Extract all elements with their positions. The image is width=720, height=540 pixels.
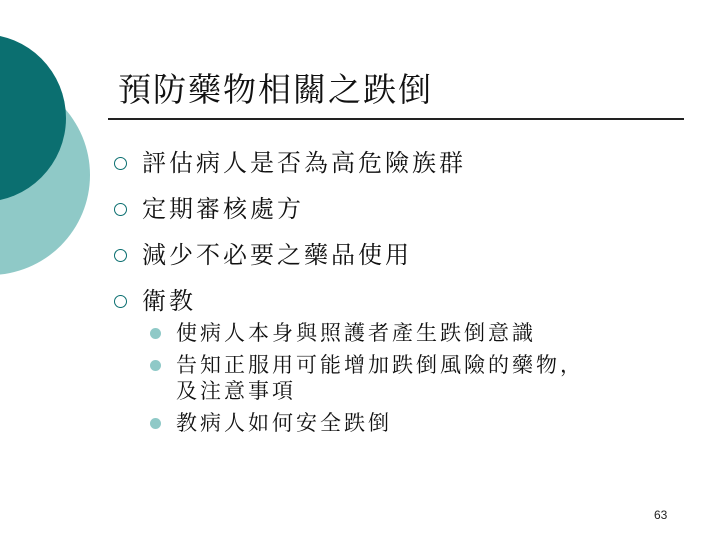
ring-bullet-icon <box>114 203 127 216</box>
dot-bullet-icon <box>150 328 161 339</box>
bullet-text: 定期審核處方 <box>142 195 304 223</box>
ring-bullet-icon <box>114 295 127 308</box>
dot-bullet-icon <box>150 418 161 429</box>
bullet-text: 減少不必要之藥品使用 <box>142 241 412 269</box>
bullet-item <box>112 149 466 177</box>
ring-bullet-icon <box>114 157 127 170</box>
sub-bullet-item <box>150 320 584 346</box>
sub-bullet-list <box>150 320 584 442</box>
decorative-circles <box>0 0 120 300</box>
bullet-item <box>112 241 466 269</box>
sub-bullet-text: 及注意事項 <box>176 379 296 403</box>
sub-bullet-text: 告知正服用可能增加跌倒風險的藥物， <box>176 353 584 377</box>
ring-bullet-icon <box>114 249 127 262</box>
sub-bullet-item <box>150 410 584 436</box>
page-number: 63 <box>654 508 668 522</box>
sub-bullet-text: 教病人如何安全跌倒 <box>176 411 392 435</box>
sub-bullet-continuation <box>150 378 584 404</box>
main-bullet-list <box>112 149 466 336</box>
bullet-text: 評估病人是否為高危險族群 <box>142 149 466 177</box>
bullet-item <box>112 195 466 223</box>
bullet-text: 衛教 <box>142 287 196 315</box>
slide-title: 預防藥物相關之跌倒 <box>118 70 433 109</box>
bullet-item <box>112 287 466 315</box>
title-underline <box>108 118 684 120</box>
sub-bullet-item <box>150 352 584 378</box>
sub-bullet-text: 使病人本身與照護者產生跌倒意識 <box>176 321 536 345</box>
dot-bullet-icon <box>150 360 161 371</box>
